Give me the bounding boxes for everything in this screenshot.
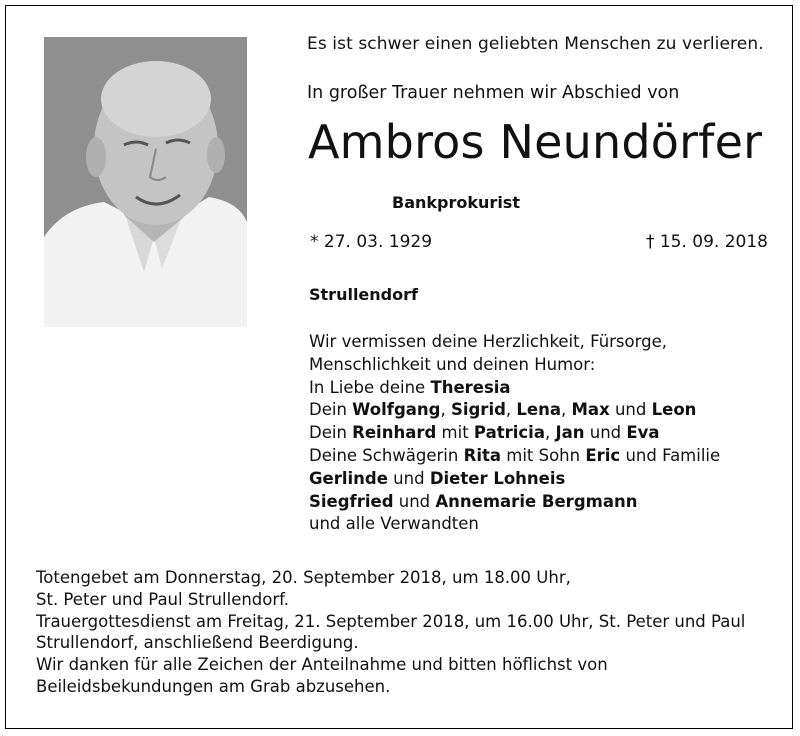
service-line: Beileidsbekundungen am Grab abzusehen. (36, 676, 391, 696)
mourner-name: Eva (626, 423, 660, 443)
mourner-name: Reinhard (352, 423, 437, 443)
birth-date: * 27. 03. 1929 (310, 232, 433, 252)
mourner-text: Deine Schwägerin (309, 445, 464, 465)
family-message-line: Wir vermissen deine Herzlichkeit, Fürsorge, (309, 332, 667, 351)
service-line: Trauergottesdienst am Freitag, 21. September 2018, um 16.00 Uhr, St. Peter und Paul (36, 611, 746, 631)
mourner-name: Leon (651, 400, 697, 420)
place-of-residence: Strullendorf (309, 285, 418, 304)
occupation: Bankprokurist (392, 193, 520, 212)
mourner-name: Annemarie Bergmann (435, 491, 638, 511)
mourner-text: Dein (309, 423, 353, 443)
mourner-text: mit (436, 423, 474, 443)
mourner-name: Eric (585, 445, 621, 465)
mourner-text: Dein (309, 400, 353, 420)
mourner-line (309, 377, 720, 400)
quote-line: Es ist schwer einen geliebten Menschen zu verlieren. (307, 34, 764, 54)
mourner-name: Jan (555, 423, 585, 443)
mourner-name: Gerlinde (309, 468, 388, 488)
service-line: Strullendorf, anschließend Beerdigung. (36, 633, 359, 653)
mourner-line (309, 468, 720, 491)
services-section (36, 567, 776, 698)
mourner-name: Rita (463, 445, 501, 465)
service-line: Totengebet am Donnerstag, 20. September 2018, um 18.00 Uhr, (36, 568, 571, 587)
service-line: St. Peter und Paul Strullendorf. (36, 589, 290, 609)
family-section (309, 331, 720, 536)
mourner-name: Max (571, 400, 610, 420)
mourner-name: Patricia (473, 423, 545, 443)
portrait-image (44, 37, 247, 327)
portrait-photo (44, 37, 247, 327)
mourner-line (309, 445, 720, 468)
service-line: Wir danken für alle Zeichen der Anteilnahme und bitten höflichst von (36, 655, 608, 675)
mourner-text: , (505, 400, 517, 420)
mourner-text: und Familie (620, 445, 721, 465)
mourner-text: und (393, 491, 436, 511)
deceased-name: Ambros Neundörfer (308, 115, 763, 169)
mourner-name: Theresia (430, 377, 511, 397)
intro-line: In großer Trauer nehmen wir Abschied von (307, 83, 680, 103)
mourner-line (309, 399, 720, 422)
mourner-name: Lena (516, 400, 562, 420)
mourner-text: , (544, 423, 556, 443)
mourner-text: und (609, 400, 652, 420)
family-message-line: Menschlichkeit und deinen Humor: (309, 354, 596, 374)
mourner-line (309, 422, 720, 445)
mourner-text: und (584, 423, 627, 443)
mourner-text: und (387, 468, 430, 488)
mourner-name: Dieter Lohneis (429, 468, 566, 488)
mourner-text: , (440, 400, 451, 420)
mourner-text: mit Sohn (501, 445, 586, 465)
mourner-text: In Liebe deine (309, 377, 431, 397)
mourner-text: , (561, 400, 572, 420)
death-date: † 15. 09. 2018 (645, 232, 768, 252)
mourner-name: Siegfried (309, 491, 394, 511)
mourner-name: Sigrid (450, 400, 506, 420)
mourner-line (309, 491, 720, 514)
mourner-line: und alle Verwandten (309, 514, 479, 534)
mourner-name: Wolfgang (352, 400, 441, 420)
